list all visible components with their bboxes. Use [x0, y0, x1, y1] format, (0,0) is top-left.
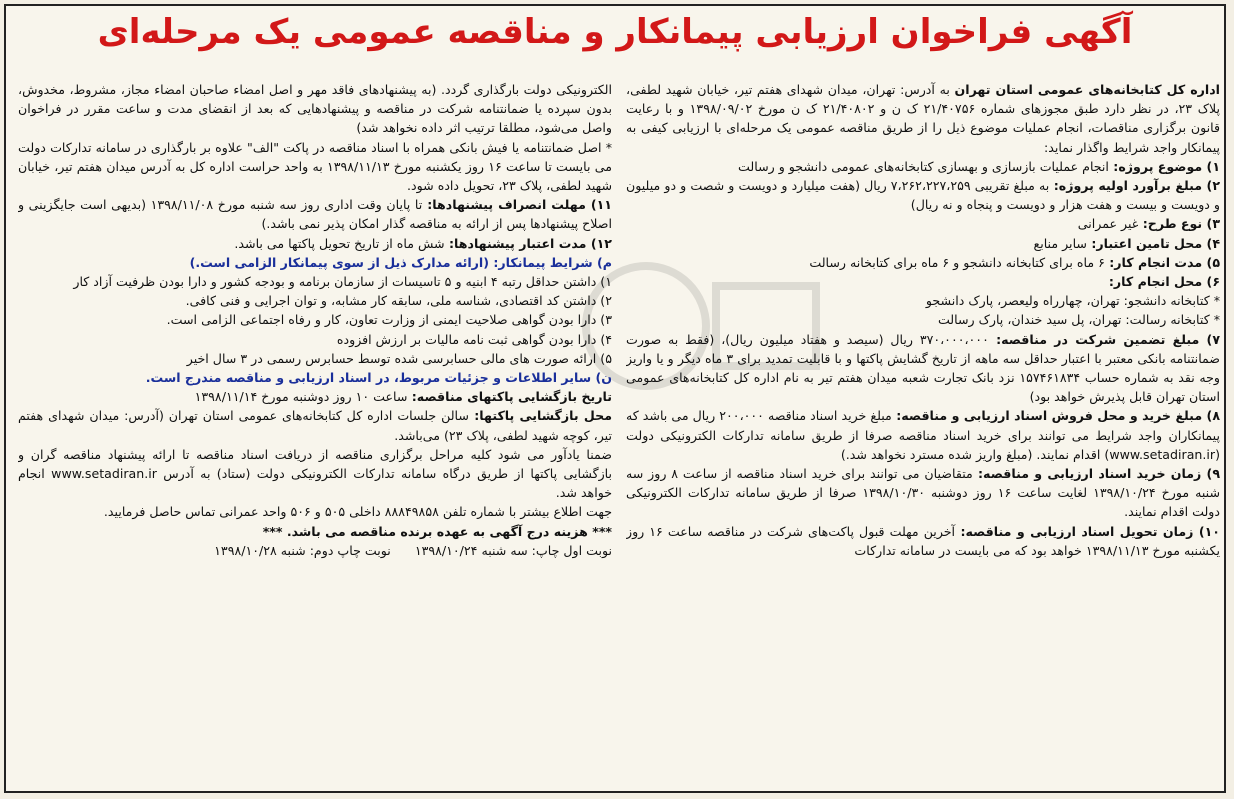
opening-place [18, 406, 612, 444]
item-2-label: ۲) مبلغ برآورد اولیه پروژه: [1049, 178, 1220, 194]
condition-2: ۲) داشتن کد اقتصادی، شناسه ملی، سابقه کار مشابه، و توان اجرایی و فنی کافی. [185, 293, 612, 309]
item-10-label: ۱۰) زمان تحویل اسناد ارزیابی و مناقصه: [955, 523, 1220, 539]
opening-date-text: ساعت ۱۰ روز دوشنبه مورخ ۱۳۹۸/۱۱/۱۴ [194, 389, 408, 405]
item-7 [626, 330, 1220, 407]
opening-date-label: تاریخ بازگشایی پاکتهای مناقصه: [407, 389, 612, 405]
print-dates [18, 541, 612, 560]
tender-notice [4, 4, 1226, 793]
notice-title: آگهی فراخوان ارزیابی پیمانکار و مناقصه عمومی یک مرحله‌ای [97, 12, 1133, 52]
contact-paragraph: جهت اطلاع بیشتر با شماره تلفن ۸۸۸۴۹۸۵۸ داخلی ۵۰۵ و ۵۰۶ واحد عمرانی تماس حاصل فرمایید. [103, 504, 612, 520]
org-name: اداره کل کتابخانه‌های عمومی استان تهران [954, 82, 1220, 97]
item-2-text: به مبلغ تقریبی ۷،۲۶۲،۲۲۷،۲۵۹ ریال (هفت میلیارد و دویست و شصت و دو میلیون و دویست و بیست و هفت هزار و دویست و پنجاه و نه ریال) [626, 178, 1220, 213]
item-5-label: ۵) مدت انجام کار: [1104, 254, 1220, 270]
item-1-label: ۱) موضوع پروژه: [1108, 158, 1220, 174]
condition-1: ۱) داشتن حداقل رتبه ۴ ابنیه و ۵ تاسیسات از سازمان برنامه و بودجه کشور و دارا بودن ظرفیت آزاد کار [73, 274, 612, 290]
intro-text: به آدرس: تهران، میدان شهدای هفتم تیر، خیابان شهید لطفی، پلاک ۲۳، در نظر دارد طبق مجوزهای شماره ۲۱/۴۰۷۵۶ ک ن و ۲۱/۴۰۸۰۲ ک ن مورخ ۱۳۹۸/۰۹/۰۲ و با رعایت قانون برگزاری مناقصات، انجام عملیات موضوع ذیل را از طریق مناقصه عمومی یک مرحله‌ای با ارزیابی کیفی به پیمانکار واجد شرایط واگذار نماید: [626, 82, 1220, 155]
second-print-date: نوبت چاپ دوم: شنبه ۱۳۹۸/۱۰/۲۸ [214, 542, 391, 558]
advert-cost-note: *** هزینه درج آگهی به عهده برنده مناقصه می باشد. *** [262, 523, 612, 539]
item-9 [626, 464, 1220, 522]
right-column [626, 80, 1220, 780]
contractor-conditions-heading: م) شرایط پیمانکار: (ارائه مدارک ذیل از سوی پیمانکار الزامی است.) [189, 254, 612, 270]
first-print-date: نوبت اول چاپ: سه شنبه ۱۳۹۸/۱۰/۲۴ [414, 542, 612, 558]
item-4 [626, 234, 1220, 253]
item-10 [626, 522, 1220, 560]
item-9-label: ۹) زمان خرید اسناد ارزیابی و مناقصه: [972, 466, 1220, 482]
item-7-text: ۳۷۰،۰۰۰،۰۰۰ ریال (سیصد و هفتاد میلیون ریال)، (فقط به صورت ضمانتنامه بانکی معتبر با اعتبار حداقل سه ماهه از تاریخ گشایش پاکتها و با قابلیت تمدید برای ۳ ماه دیگر و یا واریز وجه نقد به شماره حساب ۱۵۷۴۶۱۸۳۴ نزد بانک تجارت شعبه میدان هفتم تیر به نام اداره کل کتابخانه‌های عمومی استان تهران قابل پذیرش خواهد بود) [626, 331, 1220, 405]
condition-4: ۴) دارا بودن گواهی ثبت نامه مالیات بر ارزش افزوده [336, 331, 612, 347]
other-info-heading: ن) سایر اطلاعات و جزئیات مربوط، در اسناد ارزیابی و مناقصه مندرج است. [145, 370, 612, 386]
intro-paragraph [626, 80, 1220, 157]
left-column [18, 80, 612, 780]
condition-3: ۳) دارا بودن گواهی صلاحیت ایمنی از وزارت تعاون، کار و رفاه اجتماعی الزامی است. [166, 312, 612, 328]
item-11 [18, 195, 612, 233]
item-1-text: انجام عملیات بازسازی و بهسازی کتابخانه‌های عمومی دانشجو و رسالت [738, 158, 1109, 174]
item-3-label: ۳) نوع طرح: [1138, 216, 1220, 232]
opening-date [18, 387, 612, 406]
item-6-label: ۶) محل انجام کار: [1108, 274, 1220, 290]
condition-5: ۵) ارائه صورت های مالی حسابرسی شده توسط حسابرس رسمی در ۳ سال اخیر [186, 350, 612, 366]
item-2 [626, 176, 1220, 214]
item-12 [18, 234, 612, 253]
item-12-text: شش ماه از تاریخ تحویل پاکتها می باشد. [234, 235, 445, 251]
continuation-paragraph: الکترونیکی دولت بارگذاری گردد. (به پیشنهادهای فاقد مهر و اصل امضاء صاحبان امضاء مجاز، مشروط، مخدوش، بدون سپرده یا ضمانتنامه شرکت در مناقصه و پیشنهادهایی که بعد از انقضای مدت و ساعت مقرر در فراخوان واصل می‌شود، مطلقا ترتیب اثر داده نخواهد شد) [18, 82, 612, 136]
process-paragraph: ضمنا یادآور می شود کلیه مراحل برگزاری مناقصه از دریافت اسناد مناقصه تا ارائه پیشنهاد مناقصه گران و بازگشایی پاکتها از طریق درگاه سامانه تدارکات الکترونیکی دولت (ستاد) به آدرس www.setadiran.ir انجام خواهد شد. [18, 446, 612, 501]
item-10-text: آخرین مهلت قبول پاکت‌های شرکت در مناقصه ساعت ۱۶ روز یکشنبه مورخ ۱۳۹۸/۱۱/۱۳ خواهد بود که می بایست در سامانه تدارکات [626, 523, 1220, 558]
item-3 [626, 214, 1220, 233]
item-12-label: ۱۲) مدت اعتبار پیشنهادها: [444, 235, 612, 251]
item-8 [626, 406, 1220, 464]
item-4-label: ۴) محل تامین اعتبار: [1086, 235, 1220, 251]
item-5 [626, 253, 1220, 272]
item-11-text: تا پایان وقت اداری روز سه شنبه مورخ ۱۳۹۸/۱۱/۰۸ (بدیهی است جایگزینی و اصلاح پیشنهادها پس از ارائه به مناقصه گذار امکان پذیر نمی باشد.) [18, 197, 612, 232]
opening-place-text: سالن جلسات اداره کل کتابخانه‌های عمومی استان تهران (آدرس: میدان شهدای هفتم تیر، کوچه شهید لطفی، پلاک ۲۳) می‌باشد. [18, 408, 612, 443]
item-1 [626, 157, 1220, 176]
item-9-text: متقاضیان می توانند برای خرید اسناد مناقصه از ساعت ۸ روز سه شنبه مورخ ۱۳۹۸/۱۰/۲۴ لغایت ساعت ۱۶ روز دوشنبه ۱۳۹۸/۱۰/۳۰ صرفا از طریق سامانه تدارکات الکترونیکی دولت اقدام نمایند. [626, 466, 1220, 520]
opening-place-label: محل بازگشایی پاکتها: [468, 408, 612, 424]
item-6-location-a: * کتابخانه دانشجو: تهران، چهارراه ولیعصر، پارک دانشجو [925, 293, 1220, 309]
item-3-text: غیر عمرانی [1077, 216, 1139, 232]
guarantee-paragraph: * اصل ضمانتنامه یا فیش بانکی همراه با اسناد مناقصه در پاکت "الف" علاوه بر بارگذاری در سامانه تدارکات دولت می بایست تا ساعت ۱۶ روز یکشنبه مورخ ۱۳۹۸/۱۱/۱۳ به واحد حراست اداره کل به آدرس میدان هفتم تیر، خیابان شهید لطفی، پلاک ۲۳، تحویل داده شود. [18, 139, 612, 194]
item-8-text: مبلغ خرید اسناد مناقصه ۲۰۰،۰۰۰ ریال می باشد که پیمانکاران واجد شرایط می توانند برای خرید اسناد مناقصه صرفا از طریق سامانه تدارکات الکترونیکی دولت (www.setadiran.ir) اقدام نمایند. (مبلغ واریز شده مسترد نخواهد شد.) [626, 408, 1220, 462]
item-6-location-b: * کتابخانه رسالت: تهران، پل سید خندان، پارک رسالت [937, 312, 1220, 328]
item-6 [626, 272, 1220, 291]
item-7-label: ۷) مبلغ تضمین شرکت در مناقصه: [988, 331, 1220, 347]
item-4-text: سایر منابع [1033, 235, 1087, 251]
item-8-label: ۸) مبلغ خرید و محل فروش اسناد ارزیابی و مناقصه: [891, 408, 1220, 424]
item-11-label: ۱۱) مهلت انصراف پیشنهادها: [422, 197, 612, 213]
item-5-text: ۶ ماه برای کتابخانه دانشجو و ۶ ماه برای کتابخانه رسالت [809, 254, 1105, 270]
